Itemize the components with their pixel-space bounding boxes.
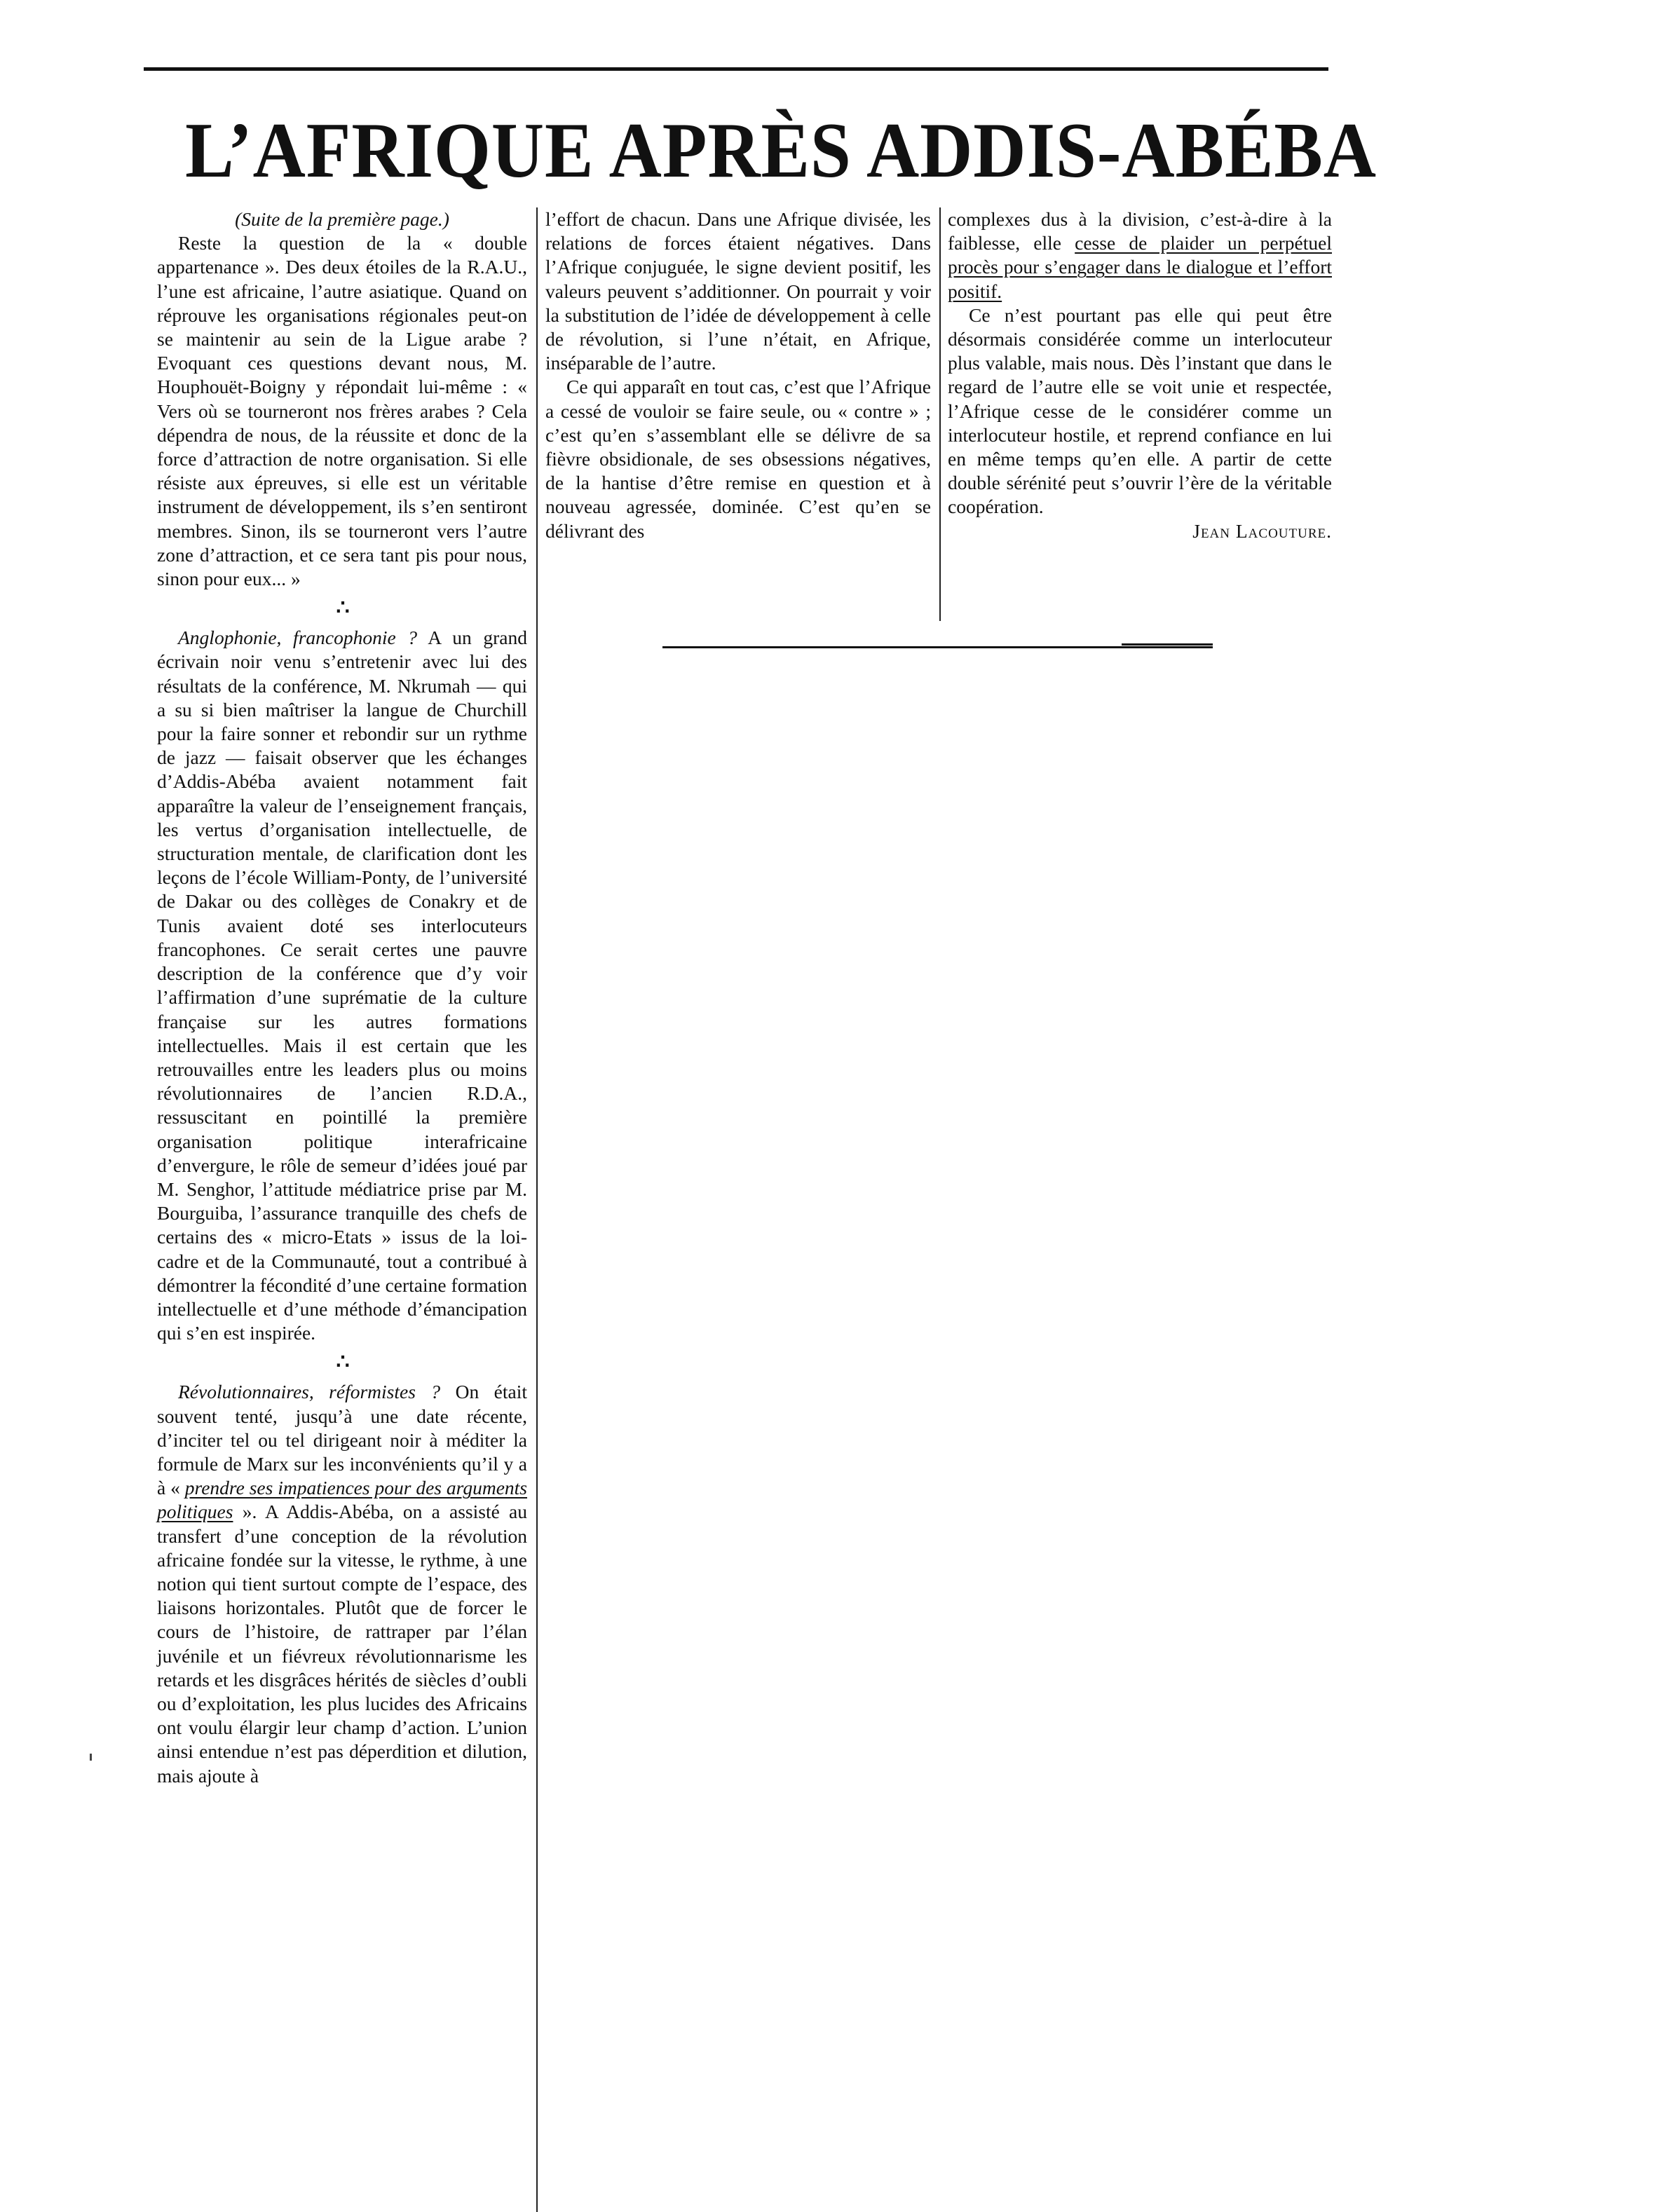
column-2: [545, 207, 931, 543]
paragraph-body: complexes dus à la division, c’est-à-dire à la faiblesse, elle: [948, 208, 1332, 254]
paragraph-lead: Anglophonie, francophonie ?: [178, 627, 418, 649]
paragraph: [157, 1380, 527, 1787]
paragraph-body: A un grand écrivain noir venu s’entretenir avec lui des résultats de la conférence, M. Nkrumah — qui a su si bien maîtriser la langue de Churchill pour la faire sonner et rebondir sur un rythme de jazz — faisait observer que les échanges d’Addis-Abéba avaient notamment fait apparaître la valeur de l’enseignement français, les vertus d’organisation intellectuelle, de structuration mentale, de clarification dont les leçons de l’école William-Ponty, de l’université de Dakar ou des collèges de Conakry et de Tunis avaient doté ses interlocuteurs francophones. Ce serait certes une pauvre description de la conférence que d’y voir l’affirmation d’une suprématie de la culture française sur les autres formations intellectuelles. Mais il est certain que les retrouvailles entre les leaders plus ou moins révolutionnaires de l’ancien R.D.A., ressuscitant en pointillé la première organisation politique interafricaine d’envergure, le rôle de semeur d’idées joué par M. Senghor, l’attitude médiatrice prise par M. Bourguiba, l’assurance tranquille des chefs de certains des « micro-Etats » issus de la loi-cadre et de la Communauté, tout a contribué à démontrer la fécondité d’une certaine formation intellectuelle et d’une méthode d’émancipation qui s’en est inspirée.: [157, 627, 527, 1344]
section-separator: ∴: [336, 596, 348, 620]
column-divider: [536, 207, 538, 2212]
end-rule: [662, 646, 1213, 648]
margin-mark: [90, 1754, 92, 1761]
column-divider: [939, 207, 941, 621]
section-separator: ∴: [336, 1351, 348, 1374]
paragraph: Reste la question de la « double appartenance ». Des deux étoiles de la R.A.U., l’une est africaine, l’autre asiatique. Quand on réprouve les organisations régionales peut-on se maintenir au sein de la Ligue arabe ? Evoquant ces questions devant nous, M. Houphouët-Boigny y répondait lui-même : « Vers où se tourneront nos frères arabes ? Cela dépendra de nous, de la réussite et donc de la force d’attraction de notre organisation. Si elle résiste aux épreuves, si elle est un véritable instrument de développement, ils s’en sentiront membres. Sinon, ils se tourneront vers l’autre zone d’attraction, et ce sera tant pis pour nous, sinon pour eux... »: [157, 232, 527, 590]
headline: L’AFRIQUE APRÈS ADDIS-ABÉBA: [185, 107, 1377, 194]
end-rule-accent: [1122, 643, 1213, 646]
paragraph: [948, 207, 1332, 303]
top-rule: [144, 67, 1328, 71]
column-3: [948, 207, 1332, 543]
continuation-note: (Suite de la première page.): [235, 208, 449, 230]
paragraph: Ce n’est pourtant pas elle qui peut être désormais considérée comme un interlocuteur plus valable, mais nous. Dès l’instant que dans le regard de l’autre elle se voit unie et respectée, l’Afrique cesse de le considérer comme un interlocuteur hostile, et reprend confiance en lui en même temps qu’en elle. A partir de cette double sérénité peut s’ouvrir l’ère de la véritable coopération.: [948, 303, 1332, 518]
paragraph-body: ». A Addis-Abéba, on a assisté au transfert d’une conception de la révolution africaine fondée sur la vitesse, le rythme, à une notion qui tient surtout compte de l’espace, des liaisons horizontales. Plutôt que de forcer le cours de l’histoire, de rattraper par l’élan juvénile et un fiévreux révolutionnarisme les retards et les disgrâces hérités de siècles d’oubli ou d’exploitation, les plus lucides des Africains ont voulu élargir leur champ d’action. L’union ainsi entendue n’est pas déperdition et dilution, mais ajoute à: [157, 1501, 527, 1787]
column-1: [157, 207, 527, 1788]
paragraph: Ce qui apparaît en tout cas, c’est que l’Afrique a cessé de vouloir se faire seule, ou « contre » ; c’est qu’en s’assemblant elle se délivre de sa fièvre obsidionale, de ses obsessions négatives, de la hantise d’être remise en question et à nouveau agressée, dominée. C’est qu’en se délivrant des: [545, 376, 931, 542]
paragraph-lead: Révolutionnaires, réformistes ?: [178, 1381, 441, 1403]
paragraph: [157, 626, 527, 1345]
paragraph: l’effort de chacun. Dans une Afrique divisée, les relations de forces étaient négatives. Dans l’Afrique conjuguée, le signe devient positif, les valeurs peuvent s’additionner. On pourrait y voir la substitution de l’idée de développement à celle de révolution, si l’une n’était, en Afrique, inséparable de l’autre.: [545, 208, 931, 374]
author-signature: Jean Lacouture.: [1192, 519, 1332, 542]
underlined-quote: prendre ses impatiences pour des arguments politiques: [157, 1477, 527, 1523]
underlined-passage: cesse de plaider un perpétuel procès pour s’engager dans le dialogue et l’effort positif.: [948, 232, 1332, 302]
paragraph-body: On était souvent tenté, jusqu’à une date récente, d’inciter tel ou tel dirigeant noir à méditer la formule de Marx sur les inconvénients qu’il y a à «: [157, 1381, 527, 1499]
